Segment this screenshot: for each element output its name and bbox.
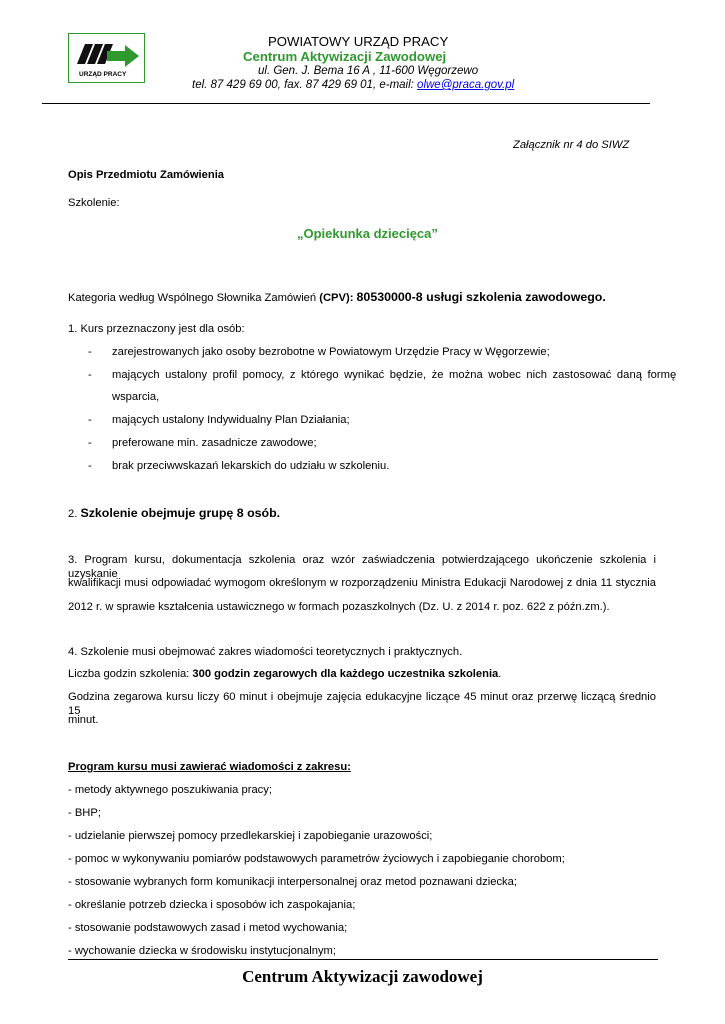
section4-hours [68,667,501,681]
section4-line4: minut. [68,714,99,726]
header-center: Centrum Aktywizacji Zawodowej [243,49,447,64]
cpv-prefix: Kategoria według Wspólnego Słownika Zamówień [68,292,320,304]
header-divider [42,103,650,104]
section1-dash: - [88,346,92,358]
section3-line: kwalifikacji musi odpowiadać wymogom określonym w rozporządzeniu Ministra Edukacji Narodowej z dnia 11 stycznia [68,577,656,589]
section2-text: Szkolenie obejmuje grupę 8 osób. [80,506,281,520]
header-office: POWIATOWY URZĄD PRACY [268,34,449,49]
logo [68,33,145,83]
header-contact [192,79,514,91]
section2-num: 2. [68,508,81,520]
training-label: Szkolenie: [68,197,120,209]
section2 [68,506,280,521]
section1-item: mających ustalony profil pomocy, z którego wynikać będzie, że można wobec nich zastosować daną formę [112,369,677,381]
program-item: - BHP; [68,807,101,819]
footer-divider [68,959,658,960]
program-title: Program kursu musi zawierać wiadomości z zakresu: [68,761,351,773]
section4-line1: 4. Szkolenie musi obejmować zakres wiadomości teoretycznych i praktycznych. [68,646,463,658]
subject-title: Opis Przedmiotu Zamówienia [68,169,225,181]
section1-item: zarejestrowanych jako osoby bezrobotne w Powiatowym Urzędzie Pracy w Węgorzewie; [112,346,550,358]
program-item: - metody aktywnego poszukiwania pracy; [68,784,272,796]
section1-dash: - [88,369,92,381]
training-name: „Opiekunka dziecięca” [297,226,438,241]
attachment-note: Załącznik nr 4 do SIWZ [513,139,630,151]
section1-item-cont: wsparcia, [112,391,160,403]
program-item: - stosowanie wybranych form komunikacji interpersonalnej oraz metod poznawani dziecka; [68,876,517,888]
section1-dash: - [88,414,92,426]
section1-item: mających ustalony Indywidualny Plan Działania; [112,414,350,426]
cpv-label: (CPV): [319,292,357,304]
cpv-line [68,290,606,305]
section1-dash: - [88,437,92,449]
footer-text: Centrum Aktywizacji zawodowej [242,967,483,986]
email-link[interactable]: olwe@praca.gov.pl [417,79,515,91]
logo-text: URZĄD PRACY [79,71,127,78]
section1-title: 1. Kurs przeznaczony jest dla osób: [68,323,245,335]
program-item: - wychowanie dziecka w środowisku instytucjonalnym; [68,945,336,957]
hours-prefix: Liczba godzin szkolenia: [68,668,193,680]
header-address: ul. Gen. J. Bema 16 A , 11-600 Węgorzewo [258,65,479,77]
section1-dash: - [88,460,92,472]
program-item: - udzielanie pierwszej pomocy przedlekarskiej i zapobieganie urazowości; [68,830,433,842]
section3-line: 3. Program kursu, dokumentacja szkolenia oraz wzór zaświadczenia potwierdzającego ukończenie szkolenia i uzyskanie [68,554,656,580]
program-item: - określanie potrzeb dziecka i sposobów ich zaspokajania; [68,899,356,911]
section4-line3: Godzina zegarowa kursu liczy 60 minut i obejmuje zajęcia edukacyjne liczące 45 minut oraz przerwę liczącą średnio 15 [68,691,656,717]
section3-line: 2012 r. w sprawie kształcenia ustawicznego w formach pozaszkolnych (Dz. U. z 2014 r. poz. 622 z późn.zm.). [68,601,610,613]
section1-item: preferowane min. zasadnicze zawodowe; [112,437,317,449]
hours-value: 300 godzin zegarowych dla każdego uczestnika szkolenia [192,668,499,680]
logo-graphic [69,34,144,82]
program-item: - stosowanie podstawowych zasad i metod wychowania; [68,922,348,934]
section1-item: brak przeciwwskazań lekarskich do udziału w szkoleniu. [112,460,390,472]
hours-suffix: . [498,668,502,680]
cpv-value: 80530000-8 usługi szkolenia zawodowego. [356,290,606,304]
header-contact-text: tel. 87 429 69 00, fax. 87 429 69 01, e-mail: [192,79,418,91]
program-item: - pomoc w wykonywaniu pomiarów podstawowych parametrów życiowych i zapobieganie chorobom; [68,853,565,865]
